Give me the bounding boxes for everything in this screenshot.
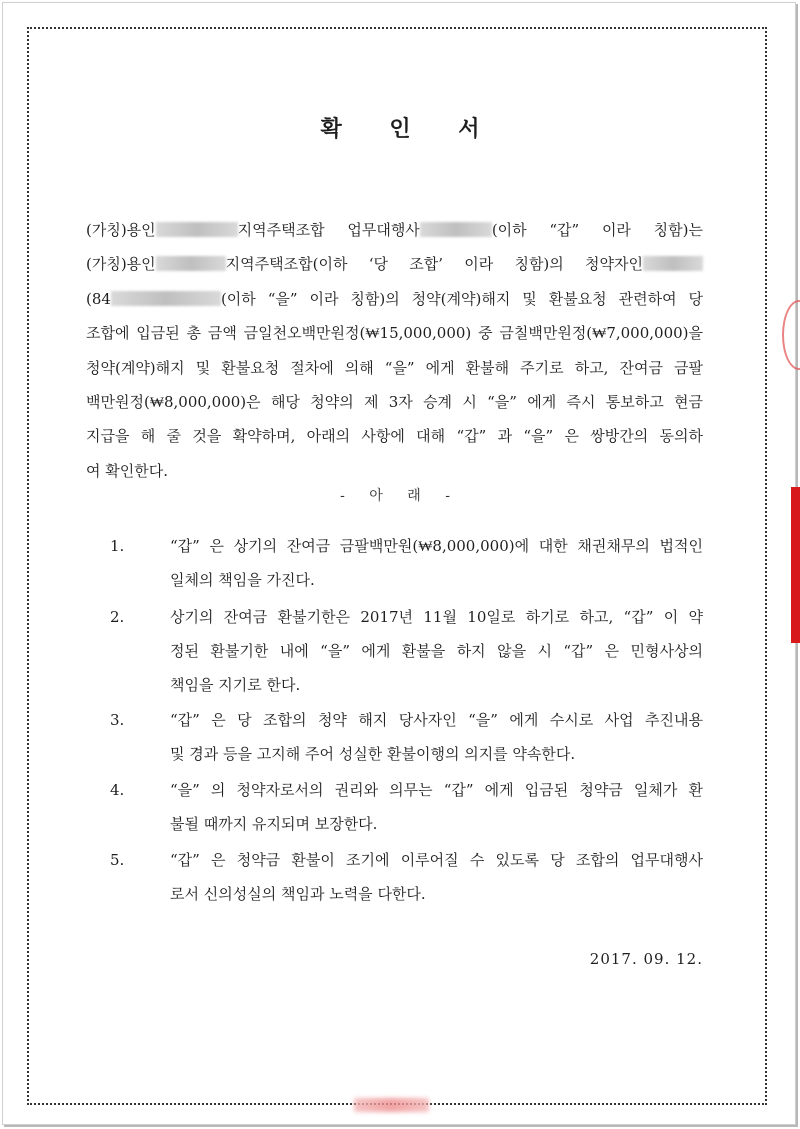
- clause-body: “을” 의 청약자로서의 권리와 의무는 “갑” 에게 입금된 청약금 일체가 환 불될 때까지 유지되며 보장한다.: [170, 781, 703, 833]
- redacted-person: [643, 256, 703, 271]
- red-margin-bar: [791, 487, 800, 643]
- clause-number: 2.: [110, 608, 125, 626]
- intro-line-8: 여 확인한다.: [86, 461, 168, 480]
- intro-line-1: (가칭)용인 지역주택조합 업무대행사 (이하 “갑” 이라 칭함)는: [86, 221, 703, 239]
- intro-line-6: 백만원정(₩8,000,000)은 해당 청약의 제 3자 승계 시 “을” 에게 즉시 통보하고 현금: [86, 393, 703, 412]
- redacted-footer: [354, 1098, 429, 1112]
- intro-line-7: 지급을 해 줄 것을 확약하며, 아래의 사항에 대해 “갑” 과 “을” 은 쌍방간의 동의하: [86, 427, 703, 446]
- redacted-name: [156, 256, 226, 271]
- intro-line-4: 조합에 입금된 총 금액 금일천오백만원정(₩15,000,000) 중 금칠백만원정(₩7,000,000)을: [86, 324, 703, 343]
- intro-line-5: 청약(계약)해지 및 환불요청 절차에 의해 “을” 에게 환불해 주기로 하고, 잔여금 금팔: [86, 358, 703, 377]
- clause-body: “갑” 은 상기의 잔여금 금팔백만원(₩8,000,000)에 대한 채권채무의 법적인 일체의 책임을 가진다.: [170, 537, 703, 589]
- document-date: 2017. 09. 12.: [589, 950, 703, 968]
- clause-number: 1.: [110, 537, 125, 555]
- clause-body: 상기의 잔여금 환불기한은 2017년 11월 10일로 하기로 하고, “갑” 이 약 정된 환불기한 내에 “을” 에게 환불을 하지 않을 시 “갑” 은 민형사상의 책임을 지기로 한다.: [170, 608, 703, 694]
- intro-line-2: (가칭)용인 지역주택조합(이하 ‘당 조합’ 이라 칭함)의 청약자인: [86, 247, 703, 281]
- clause-number: 4.: [110, 781, 125, 799]
- redacted-id-number: [111, 291, 221, 306]
- clause-body: “갑” 은 당 조합의 청약 해지 당사자인 “을” 에게 수시로 사업 추진내용 및 경과 등을 고지해 주어 성실한 환불이행의 의지를 약속한다.: [170, 711, 703, 763]
- redacted-name: [156, 222, 238, 237]
- section-heading: - 아 래 -: [340, 488, 460, 504]
- intro-line-3: (84 (이하 “을” 이라 칭함)의 청약(계약)해지 및 환불요청 관련하여 당: [86, 289, 703, 308]
- document-title: 확 인 서: [320, 116, 500, 142]
- clause-body: “갑” 은 청약금 환불이 조기에 이루어질 수 있도록 당 조합의 업무대행사 로서 신의성실의 책임과 노력을 다한다.: [170, 851, 703, 903]
- redacted-company: [420, 222, 492, 237]
- clause-number: 3.: [110, 711, 125, 729]
- clause-number: 5.: [110, 851, 125, 869]
- intro-paragraph: [86, 213, 703, 488]
